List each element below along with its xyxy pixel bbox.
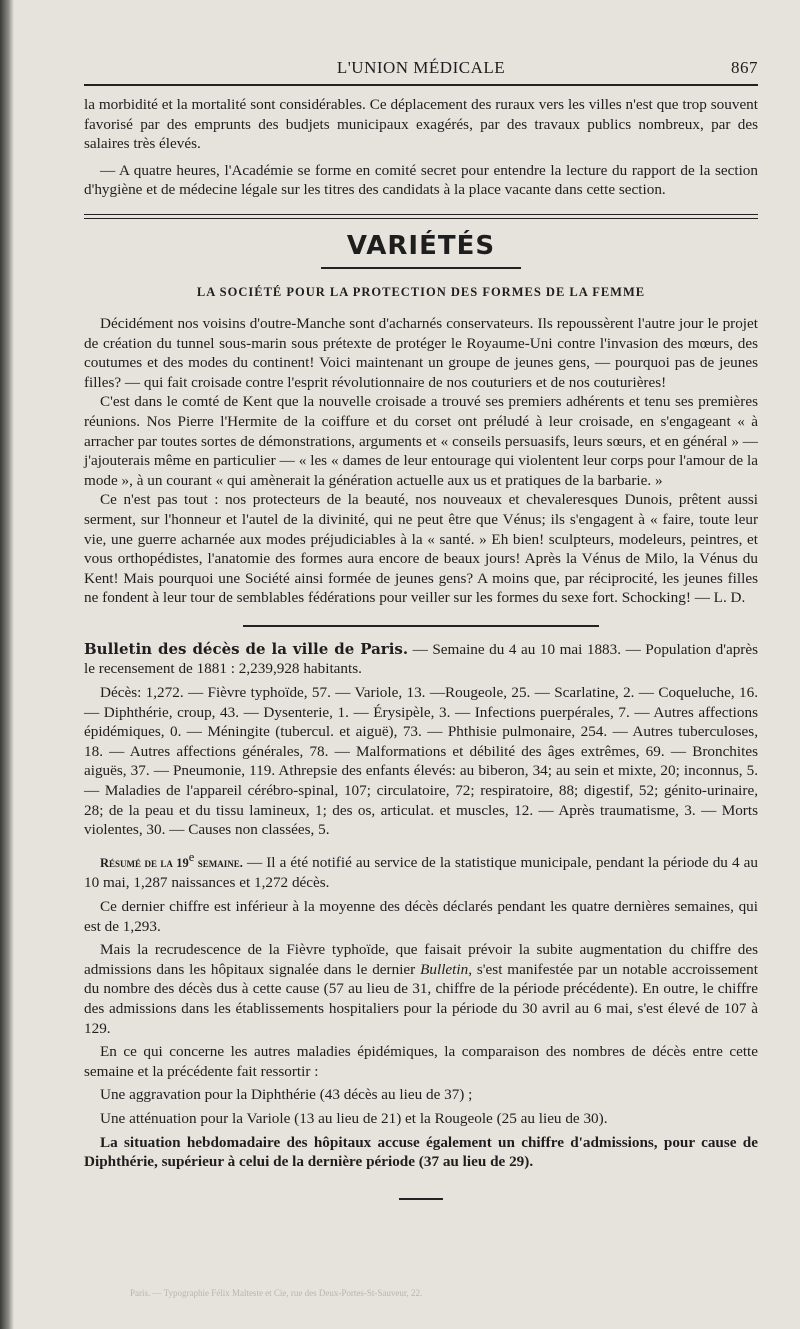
bulletin-paragraph bbox=[84, 940, 758, 1038]
journal-title: L'UNION MÉDICALE bbox=[336, 58, 506, 77]
resume-text: — Il a été notifié au service de la statistique municipale, pendant la période du 4 au 10 mai, 1,287 naissances et 1,272 décès. bbox=[84, 853, 758, 892]
bulletin-italic-word: Bulletin bbox=[420, 960, 469, 978]
article-body bbox=[84, 314, 758, 608]
article-divider bbox=[243, 625, 599, 627]
resume-heading: Résumé de la 19 bbox=[100, 855, 189, 870]
intro-section bbox=[84, 95, 758, 200]
page-edge-shadow bbox=[0, 0, 14, 1329]
bulletin-paragraph: Ce dernier chiffre est inférieur à la moyenne des décès déclarés pendant les quatre dernières semaines, qui est de 1,293. bbox=[84, 898, 758, 935]
paragraph-3-start: Mais la recrudescence de la Fièvre typhoïde, que faisait prévoir la subite augmentation du chiffre des admissions dans les hôpitaux signalée dans le dernier bbox=[84, 941, 758, 978]
page-number: 867 bbox=[731, 58, 758, 77]
bulletin-section bbox=[84, 640, 758, 1172]
article-paragraph: C'est dans le comté de Kent que la nouvelle croisade a trouvé ses premiers adhérents et tenu ses premières réunions. Nos Pierre l'Hermite de la coiffure et du corset ont préludé à leur croisade, en s'engageant « à arracher par toutes sortes de démonstrations, arguments et « conseils persuasifs, leurs sœurs, et en général » — j'ajouterais même en particulier — « les « dames de leur entourage qui violentent leur corps pour l'amour de la mode », à un courant « qui amènerait la génération actuelle aux us et pratiques de la barbarie. » bbox=[84, 393, 758, 489]
running-head bbox=[84, 54, 758, 84]
bulletin-intro bbox=[84, 640, 758, 679]
text-column bbox=[84, 54, 758, 1200]
intro-paragraph: — A quatre heures, l'Académie se forme en comité secret pour entendre la lecture du rapport de la section d'hygiène et de médecine légale sur les titres des candidats à la place vacante dans cette section. bbox=[84, 161, 758, 199]
bulletin-paragraph: La situation hebdomadaire des hôpitaux accuse également un chiffre d'admissions, pour cause de Diphthérie, supérieur à celui de la dernière période (37 au lieu de 29). bbox=[84, 1133, 758, 1171]
article-paragraph: Décidément nos voisins d'outre-Manche sont d'acharnés conservateurs. Ils repoussèrent l'autre jour le projet de création du tunnel sous-marin sous prétexte de protéger le Royaume-Uni contre l'invasion des mœurs, des coutumes et des modes du continent! Voici maintenant un groupe de jeunes gens, — pourquoi pas de jeunes filles? — qui fait croisade contre l'esprit révolutionnaire de nos couturiers et de nos couturières! bbox=[84, 314, 758, 391]
section-title: VARIÉTÉS bbox=[346, 230, 496, 261]
bulletin-resume bbox=[84, 848, 758, 893]
intro-paragraph: la morbidité et la mortalité sont considérables. Ce déplacement des ruraux vers les villes n'est que trop souvent favorisé par des emprunts des budjets municipaux exagérés, par des travaux publics nombreux, par des salaires très élevés. bbox=[84, 96, 758, 153]
header-rule bbox=[84, 84, 758, 86]
resume-heading-suffix: semaine. bbox=[194, 855, 243, 870]
bulletin-paragraph: Une aggravation pour la Diphthérie (43 décès au lieu de 37) ; bbox=[100, 1086, 473, 1104]
bulletin-heading: Bulletin des décès de la ville de Paris. bbox=[84, 639, 409, 658]
resume-heading-superscript: e bbox=[188, 849, 195, 864]
article-title: LA SOCIÉTÉ POUR LA PROTECTION DES FORMES DE LA FEMME bbox=[196, 284, 646, 299]
bulletin-paragraph: Une atténuation pour la Variole (13 au lieu de 21) et la Rougeole (25 au lieu de 30). bbox=[100, 1110, 608, 1127]
bulletin-paragraph: En ce qui concerne les autres maladies épidémiques, la comparaison des nombres de décès entre cette semaine et la précédente fait ressortir : bbox=[84, 1043, 758, 1080]
section-title-underline bbox=[321, 267, 521, 269]
article-paragraph: Ce n'est pas tout : nos protecteurs de la beauté, nos nouveaux et chevaleresques Dunois, prêtent aussi serment, sur l'honneur et l'autel de la divinité, qui ne peut être que Vénus; ils s'engagent à « faire, toute leur vie, une guerre acharnée aux modes préjudiciables à la « santé. » Eh bien! sculpteurs, modeleurs, peintres, et vous orthopédistes, l'anatomie des formes aura encore de beaux jours! Après la Vénus de Milo, la Vénus du Kent! Mais pourquoi une Société ainsi formée de jeunes gens? A moins que, par réciprocité, les jeunes filles ne fondent à leur tour de semblables fédérations pour veiller sur les formes du sexe fort. Schocking! — L. D. bbox=[84, 491, 758, 607]
bulletin-deaths: Décès: 1,272. — Fièvre typhoïde, 57. — Variole, 13. —Rougeole, 25. — Scarlatine, 2. — Coqueluche, 16. — Diphthérie, croup, 43. — Dysenterie, 1. — Érysipèle, 3. — Infections puerpérales, 7. — Autres affections épidémiques, 0. — Méningite (tubercul. et aiguë), 73. — Phthisie pulmonaire, 254. — Autres tuberculoses, 18. — Autres affections générales, 78. — Malformations et débilité des âges extrêmes, 69. — Bronchites aiguës, 37. — Pneumonie, 119. Athrepsie des enfants élevés: au biberon, 34; au sein et mixte, 20; inconnus, 5. — Maladies de l'appareil cérébro-spinal, 107; circulatoire, 72; respiratoire, 88; digestif, 52; génito-urinaire, 28; de la peau et du tissu lamineux, 1; des os, articulat. et muscles, 12. — Après traumatisme, 3. — Morts violentes, 30. — Causes non classées, 5. bbox=[84, 684, 758, 839]
section-divider bbox=[84, 214, 758, 219]
bleed-through-footer: Paris. — Typographie Félix Malteste et Cie, rue des Deux-Portes-St-Sauveur, 22. bbox=[130, 1288, 423, 1298]
paragraph-3-end: , s'est manifestée par un notable accroissement du nombre des décès dus à cette cause (57 au lieu de 31, chiffre de la période précédente). En outre, le chiffre des admissions dans les établissements hospitaliers pour la période du 30 avril au 6 mai, s'est élevé de 107 à 129. bbox=[84, 960, 758, 1037]
end-rule bbox=[399, 1198, 443, 1200]
bulletin-heading-rest: — Semaine du 4 au 10 mai 1883. — Population d'après le recensement de 1881 : 2,239,928 habitants. bbox=[84, 640, 759, 678]
